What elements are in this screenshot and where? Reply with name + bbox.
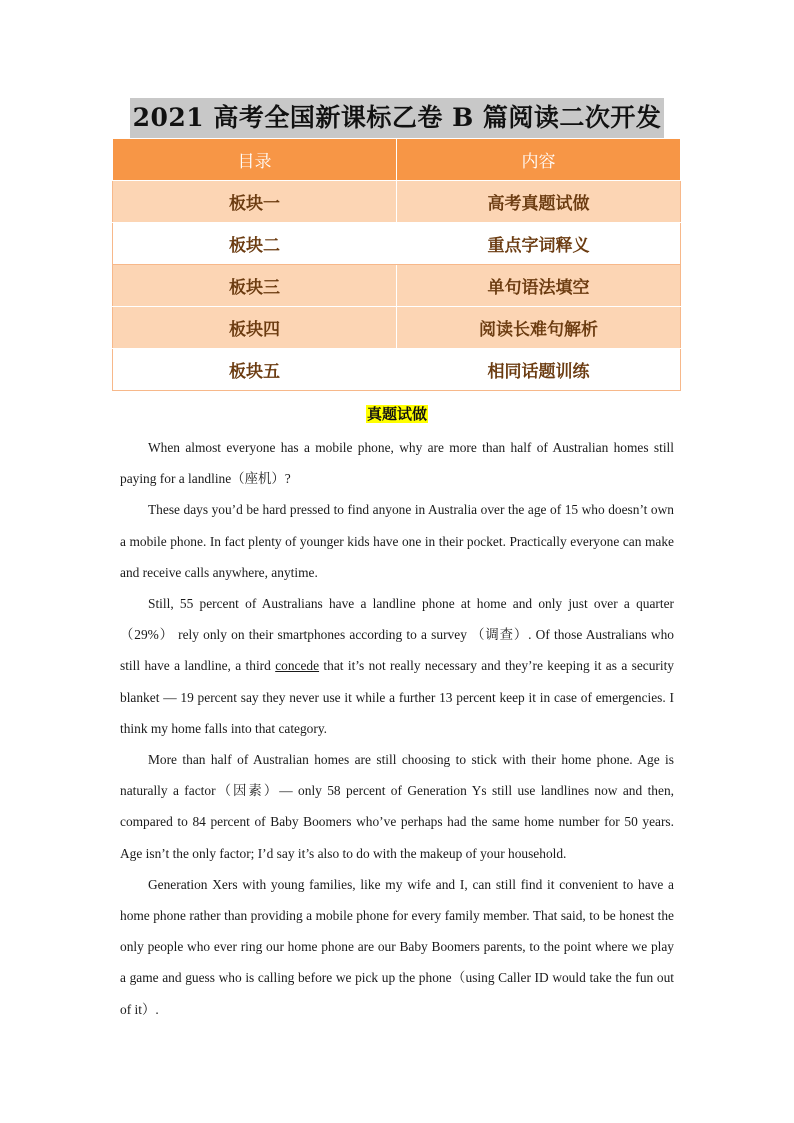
section-heading: 真题试做 [366,405,427,423]
section-name-cell: 板块二 [113,223,397,265]
section-content-cell: 高考真题试做 [397,181,681,223]
table-row [113,265,681,307]
paragraph-1: When almost everyone has a mobile phone, why are more than half of Australian homes still paying for a landline（座机）? [120,440,674,487]
section-name-cell: 板块五 [113,349,397,391]
table-row [113,181,681,223]
contents-table [112,138,681,391]
section-name-cell: 板块四 [113,307,397,349]
section-content-cell: 相同话题训练 [397,349,681,391]
paragraph-3-part-2: that it’s not really necessary and they’re keeping it as a security blanket — 19 percent say they never use it while a further 13 percent keep it in case of emergencies. I think my home falls into that category. [120,658,675,736]
section-content-cell: 阅读长难句解析 [397,307,681,349]
table-row [113,349,681,391]
paragraph-4: More than half of Australian homes are still choosing to stick with their home phone. Age is naturally a factor（因素）— only 58 percent of Generation Ys still use landlines now and then, compared to 84 percent of Baby Boomers who’ve perhaps had the same home number for 50 years. Age isn’t the only factor; I’d say it’s also to do with the makeup of your household. [120,752,674,861]
header-cell-content: 内容 [397,139,681,181]
paragraph-5: Generation Xers with young families, like my wife and I, can still find it convenient to have a home phone rather than providing a mobile phone for every family member. That said, to be honest the only people who ever ring our home phone are our Baby Boomers parents, to the point where we play a game and guess who is calling before we pick up the phone（using Caller ID would take the fun out of it）. [120,876,674,1017]
table-row [113,223,681,265]
underlined-word-concede: concede [275,658,320,674]
section-name-cell: 板块三 [113,265,397,307]
page-title: 2021 高考全国新课标乙卷 B 篇阅读二次开发 [130,98,665,138]
title-wrap [0,98,794,138]
paragraph-3-part-1: Still, 55 percent of Australians have a landline phone at home and only just over a quarter（29%） rely only on their smartphones according to a survey （调查）. Of those Australians who still have a landline, a third [120,596,674,674]
passage [120,432,674,1025]
section-content-cell: 单句语法填空 [397,265,681,307]
paragraph-2: These days you’d be hard pressed to find anyone in Australia over the age of 15 who doesn’t own a mobile phone. In fact plenty of younger kids have one in their pocket. Practically everyone can make and receive calls anywhere, anytime. [120,502,674,580]
section-heading-wrap [0,403,794,424]
table-row [113,307,681,349]
section-content-cell: 重点字词释义 [397,223,681,265]
section-name-cell: 板块一 [113,181,397,223]
paragraph-3 [120,588,674,744]
header-cell-catalog: 目录 [113,139,397,181]
table-header-row [113,139,681,181]
